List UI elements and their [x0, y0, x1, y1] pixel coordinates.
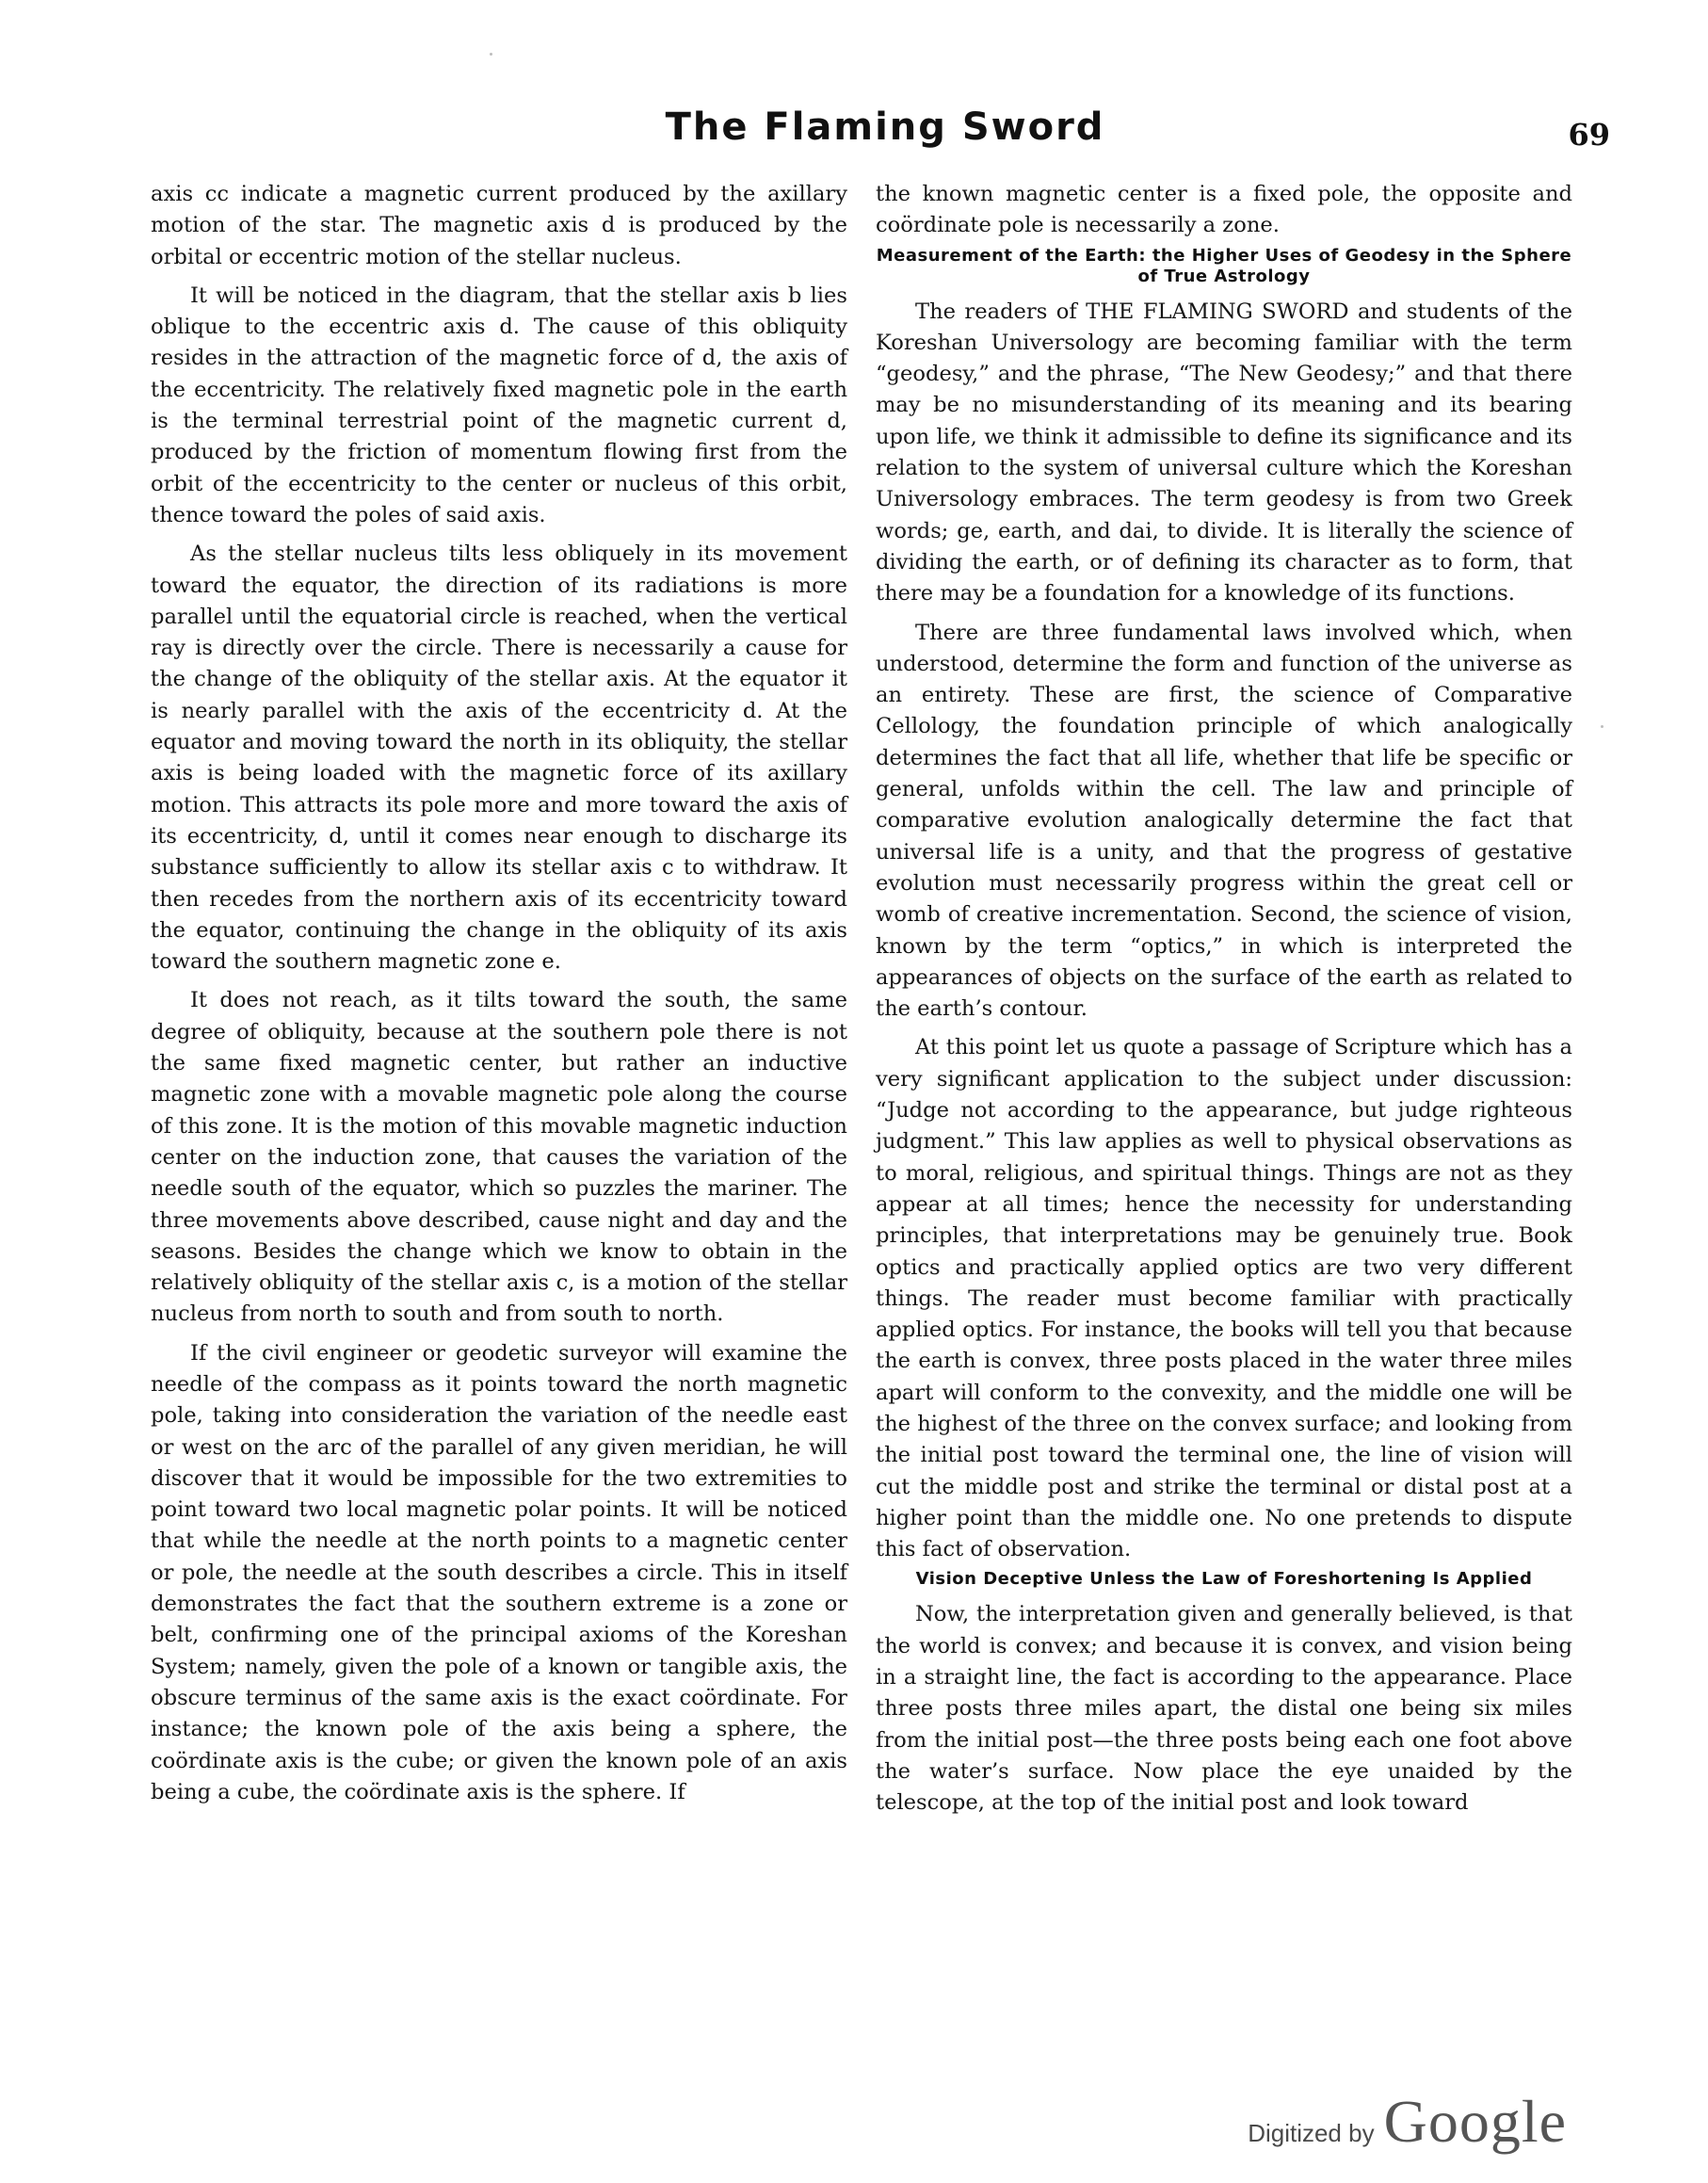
- body-paragraph: axis cc indicate a magnetic current produced by the axillary motion of the star. The magnetic axis d is produced by the orbital or eccentric motion of the stellar nucleus.: [151, 182, 847, 269]
- section-heading: Vision Deceptive Unless the Law of Foreshortening Is Applied: [915, 1569, 1533, 1590]
- paper-speck: [490, 53, 492, 56]
- paper-speck: [1601, 725, 1603, 728]
- journal-title: The Flaming Sword: [665, 105, 1105, 149]
- running-head: [151, 105, 1619, 162]
- body-paragraph: The readers of THE FLAMING SWORD and students of the Koreshan Universology are becoming familiar with the term “geodesy,” and the phrase, “The New Geodesy;” and that there may be no misunderstanding of its meaning and its bearing upon life, we think it admissible to define its significance and its relation to the system of universal culture which the Koreshan Universology embraces. The term geodesy is from two Greek words; ge, earth, and dai, to divide. It is literally the science of dividing the earth, or of defining its character as to form, that there may be a foundation for a knowledge of its functions.: [876, 299, 1572, 606]
- body-paragraph: As the stellar nucleus tilts less obliquely in its movement toward the equator, the direction of its radiations is more parallel until the equatorial circle is reached, when the vertical ray is directly over the circle. There is necessarily a cause for the change of the obliquity of the stellar axis. At the equator it is nearly parallel with the axis of the eccentricity d. At the equator and moving toward the north in its obliquity, the stellar axis is being loaded with the magnetic force of its axillary motion. This attracts its pole more and more toward the axis of its eccentricity, d, until it comes near enough to discharge its substance sufficiently to allow its stellar axis c to withdraw. It then recedes from the northern axis of its eccentricity toward the equator, continuing the change in the obliquity of its axis toward the southern magnetic zone e.: [151, 542, 847, 975]
- body-paragraph: If the civil engineer or geodetic surveyor will examine the needle of the compass as it points toward the north magnetic pole, taking into consideration the variation of the needle east or west on the arc of the parallel of any given meridian, he will discover that it would be impossible for the two extremities to point toward two local magnetic polar points. It will be noticed that while the needle at the north points to a magnetic center or pole, the needle at the south describes a circle. This in itself demonstrates the fact that the southern extreme is a zone or belt, confirming one of the principal axioms of the Koreshan System; namely, given the pole of a known or tangible axis, the obscure terminus of the same axis is the exact coördinate. For instance; the known pole of the axis being a sphere, the coördinate axis is the cube; or given the known pole of an axis being a cube, the coördinate axis is the sphere. If: [151, 1340, 847, 1804]
- google-logo: Google: [1383, 2088, 1567, 2155]
- page-number: 69: [1568, 117, 1610, 153]
- section-heading: Measurement of the Earth: the Higher Uses of Geodesy in the Sphere of True Astrology: [876, 245, 1572, 286]
- digitized-label: Digitized by: [1248, 2119, 1375, 2147]
- body-paragraph: It does not reach, as it tilts toward the south, the same degree of obliquity, because at the southern pole there is not the same fixed magnetic center, but rather an inductive magnetic zone with a movable magnetic pole along the course of this zone. It is the motion of this movable magnetic induction center on the induction zone, that causes the variation of the needle south of the equator, which so puzzles the mariner. The three movements above described, cause night and day and the seasons. Besides the change which we know to obtain in the relatively obliquity of the stellar axis c, is a motion of the stellar nucleus from north to south and from south to north.: [151, 988, 847, 1327]
- body-paragraph: the known magnetic center is a fixed pole, the opposite and coördinate pole is necessarily a zone.: [876, 182, 1572, 238]
- body-paragraph: Now, the interpretation given and generally believed, is that the world is convex; and because it is convex, and vision being in a straight line, the fact is according to the appearance. Place three posts three miles apart, the distal one being six miles from the initial post—the three posts being each one foot above the water’s surface. Now place the eye unaided by the telescope, at the top of the initial post and look toward: [876, 1602, 1572, 1816]
- right-column: [876, 179, 1572, 1819]
- body-paragraph: There are three fundamental laws involved which, when understood, determine the form and function of the universe as an entirety. These are first, the science of Comparative Cellology, the foundation principle of which analogically determines the fact that all life, whether that life be specific or general, unfolds within the cell. The law and principle of comparative evolution analogically determine the fact that universal life is a unity, and that the progress of gestative evolution must necessarily progress within the great cell or womb of creative incrementation. Second, the science of vision, known by the term “optics,” in which is interpreted the appearances of objects on the surface of the earth as related to the earth’s contour.: [876, 620, 1572, 1022]
- body-paragraph: It will be noticed in the diagram, that the stellar axis b lies oblique to the eccentric axis d. The cause of this obliquity resides in the attraction of the magnetic force of d, the axis of the eccentricity. The relatively fixed magnetic pole in the earth is the terminal terrestrial point of the magnetic current d, produced by the friction of momentum flowing first from the orbit of the eccentricity to the center or nucleus of this orbit, thence toward the poles of said axis.: [151, 283, 847, 527]
- digitized-watermark: [1248, 2087, 1567, 2157]
- left-column: [151, 179, 847, 1808]
- body-paragraph: At this point let us quote a passage of Scripture which has a very significant application to the subject under discussion: “Judge not according to the appearance, but judge righteous judgment.” This law applies as well to physical observations as to moral, religious, and spiritual things. Things are not as they appear at all times; hence the necessity for understanding principles, that interpretations may be genuinely true. Book optics and practically applied optics are two very different things. The reader must become familiar with practically applied optics. For instance, the books will tell you that because the earth is convex, three posts placed in the water three miles apart will conform to the convexity, and the middle one will be the highest of the three on the convex surface; and looking from the initial post toward the terminal one, the line of vision will cut the middle post and strike the terminal or distal post at a higher point than the middle one. No one pretends to dispute this fact of observation.: [876, 1035, 1572, 1562]
